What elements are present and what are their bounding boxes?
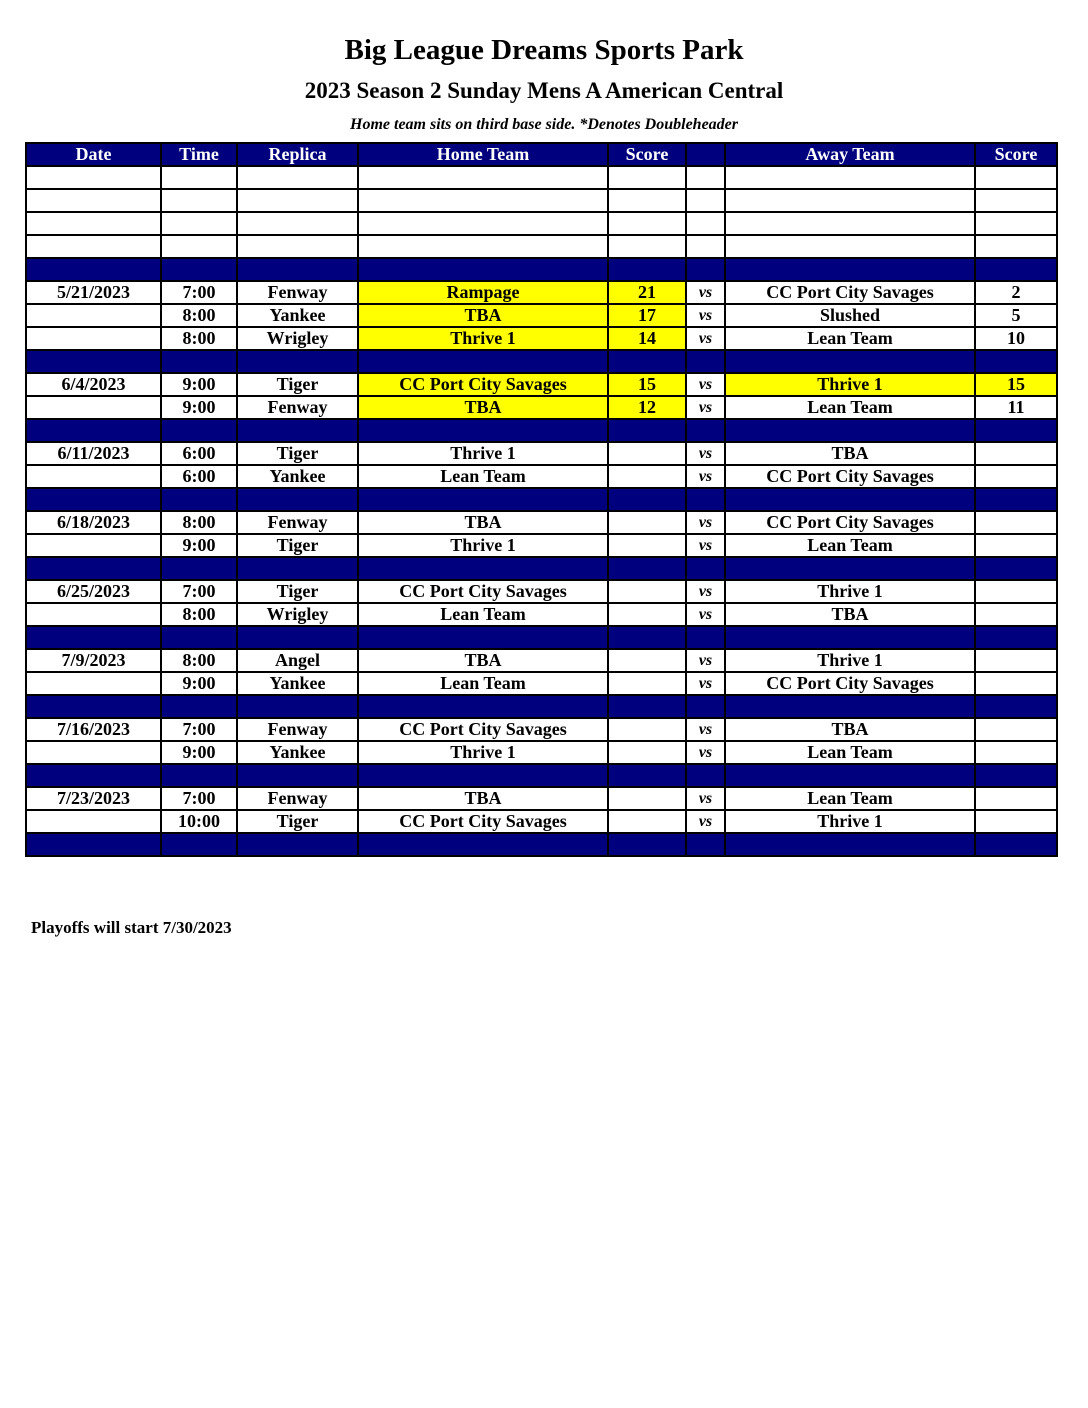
page-title: Big League Dreams Sports Park (344, 34, 744, 66)
separator-cell (608, 626, 686, 649)
separator-cell (725, 833, 975, 856)
home-score (608, 465, 686, 488)
vs-label (686, 189, 725, 212)
separator-cell (608, 764, 686, 787)
game-time: 8:00 (161, 603, 237, 626)
separator-cell (975, 695, 1057, 718)
game-time: 8:00 (161, 649, 237, 672)
vs-label (686, 212, 725, 235)
away-score (975, 741, 1057, 764)
home-team: CC Port City Savages (358, 373, 608, 396)
vs-label: vs (686, 718, 725, 741)
col-header-replica: Replica (237, 143, 358, 166)
home-team: Thrive 1 (358, 534, 608, 557)
home-team (358, 212, 608, 235)
separator-cell (725, 695, 975, 718)
separator-cell (161, 626, 237, 649)
separator-cell (358, 258, 608, 281)
game-row (26, 787, 1057, 810)
vs-label: vs (686, 787, 725, 810)
separator-cell (26, 419, 161, 442)
separator-cell (975, 258, 1057, 281)
game-time: 10:00 (161, 810, 237, 833)
separator-cell (161, 764, 237, 787)
away-score (975, 511, 1057, 534)
game-date (26, 235, 161, 258)
home-team: TBA (358, 649, 608, 672)
replica-field (237, 235, 358, 258)
separator-cell (725, 258, 975, 281)
vs-label: vs (686, 373, 725, 396)
game-row (26, 718, 1057, 741)
separator-row (26, 258, 1057, 281)
game-time: 8:00 (161, 304, 237, 327)
home-team: Rampage (358, 281, 608, 304)
away-score: 11 (975, 396, 1057, 419)
replica-field: Fenway (237, 718, 358, 741)
home-score (608, 212, 686, 235)
replica-field: Yankee (237, 672, 358, 695)
separator-cell (975, 350, 1057, 373)
home-team: CC Port City Savages (358, 718, 608, 741)
vs-label (686, 166, 725, 189)
home-team: Thrive 1 (358, 741, 608, 764)
separator-row (26, 695, 1057, 718)
game-time: 9:00 (161, 534, 237, 557)
home-score (608, 672, 686, 695)
game-date: 6/25/2023 (26, 580, 161, 603)
game-date (26, 603, 161, 626)
playoffs-note: Playoffs will start 7/30/2023 (31, 918, 232, 937)
game-time (161, 212, 237, 235)
game-row (26, 649, 1057, 672)
vs-label: vs (686, 649, 725, 672)
separator-cell (26, 695, 161, 718)
home-team (358, 235, 608, 258)
separator-row (26, 488, 1057, 511)
away-score (975, 534, 1057, 557)
col-header-home-team: Home Team (358, 143, 608, 166)
vs-label: vs (686, 810, 725, 833)
game-date: 7/23/2023 (26, 787, 161, 810)
replica-field: Yankee (237, 465, 358, 488)
header-row (26, 143, 1057, 166)
home-team: CC Port City Savages (358, 580, 608, 603)
separator-cell (358, 695, 608, 718)
away-score (975, 787, 1057, 810)
game-date: 7/16/2023 (26, 718, 161, 741)
replica-field: Yankee (237, 304, 358, 327)
home-score (608, 787, 686, 810)
separator-cell (725, 626, 975, 649)
home-team: TBA (358, 304, 608, 327)
separator-cell (975, 833, 1057, 856)
away-team (725, 235, 975, 258)
separator-cell (975, 626, 1057, 649)
separator-cell (686, 258, 725, 281)
away-team (725, 212, 975, 235)
game-time: 7:00 (161, 580, 237, 603)
game-time: 8:00 (161, 511, 237, 534)
separator-cell (237, 419, 358, 442)
game-row (26, 166, 1057, 189)
replica-field: Angel (237, 649, 358, 672)
replica-field: Fenway (237, 511, 358, 534)
away-team: Thrive 1 (725, 810, 975, 833)
home-team: TBA (358, 396, 608, 419)
home-team: Thrive 1 (358, 442, 608, 465)
game-row (26, 580, 1057, 603)
away-score (975, 166, 1057, 189)
vs-label: vs (686, 304, 725, 327)
separator-cell (237, 557, 358, 580)
separator-cell (686, 350, 725, 373)
vs-label: vs (686, 396, 725, 419)
game-row (26, 396, 1057, 419)
game-date: 6/11/2023 (26, 442, 161, 465)
home-score (608, 718, 686, 741)
replica-field (237, 189, 358, 212)
away-team: CC Port City Savages (725, 511, 975, 534)
away-team: Lean Team (725, 741, 975, 764)
vs-label: vs (686, 442, 725, 465)
home-team: TBA (358, 787, 608, 810)
replica-field: Tiger (237, 580, 358, 603)
away-score: 15 (975, 373, 1057, 396)
separator-cell (358, 419, 608, 442)
away-score (975, 603, 1057, 626)
separator-cell (237, 488, 358, 511)
separator-cell (161, 833, 237, 856)
away-score: 2 (975, 281, 1057, 304)
away-team: TBA (725, 718, 975, 741)
separator-cell (358, 764, 608, 787)
separator-cell (725, 419, 975, 442)
game-date: 6/4/2023 (26, 373, 161, 396)
away-team (725, 166, 975, 189)
home-team: Thrive 1 (358, 327, 608, 350)
game-date (26, 396, 161, 419)
separator-cell (26, 258, 161, 281)
separator-cell (686, 764, 725, 787)
separator-cell (975, 419, 1057, 442)
separator-cell (237, 833, 358, 856)
separator-cell (975, 764, 1057, 787)
game-time: 9:00 (161, 741, 237, 764)
separator-cell (725, 350, 975, 373)
separator-row (26, 626, 1057, 649)
separator-cell (608, 350, 686, 373)
game-time: 9:00 (161, 396, 237, 419)
replica-field: Wrigley (237, 603, 358, 626)
separator-cell (237, 258, 358, 281)
away-team: Thrive 1 (725, 373, 975, 396)
schedule-body (26, 166, 1057, 856)
separator-cell (161, 488, 237, 511)
home-score (608, 649, 686, 672)
separator-cell (26, 626, 161, 649)
game-date (26, 166, 161, 189)
separator-cell (686, 833, 725, 856)
game-row (26, 235, 1057, 258)
home-score: 12 (608, 396, 686, 419)
home-score: 21 (608, 281, 686, 304)
separator-cell (358, 488, 608, 511)
separator-cell (975, 557, 1057, 580)
game-date: 6/18/2023 (26, 511, 161, 534)
game-row (26, 534, 1057, 557)
game-time: 6:00 (161, 442, 237, 465)
away-score (975, 465, 1057, 488)
home-score (608, 603, 686, 626)
away-team: CC Port City Savages (725, 672, 975, 695)
page-subtitle: 2023 Season 2 Sunday Mens A American Central (304, 78, 784, 103)
separator-cell (237, 626, 358, 649)
separator-cell (358, 626, 608, 649)
separator-cell (608, 488, 686, 511)
home-score (608, 442, 686, 465)
game-time: 6:00 (161, 465, 237, 488)
separator-cell (237, 764, 358, 787)
away-team: Lean Team (725, 534, 975, 557)
home-team (358, 166, 608, 189)
away-team: Lean Team (725, 327, 975, 350)
separator-cell (237, 695, 358, 718)
away-team: TBA (725, 603, 975, 626)
separator-cell (725, 488, 975, 511)
vs-label: vs (686, 580, 725, 603)
game-date: 7/9/2023 (26, 649, 161, 672)
replica-field: Tiger (237, 442, 358, 465)
col-header-date: Date (26, 143, 161, 166)
home-team: Lean Team (358, 465, 608, 488)
home-score (608, 235, 686, 258)
vs-label: vs (686, 603, 725, 626)
col-header-home-score: Score (608, 143, 686, 166)
col-header-away-team: Away Team (725, 143, 975, 166)
away-score (975, 235, 1057, 258)
separator-cell (608, 557, 686, 580)
home-team (358, 189, 608, 212)
separator-row (26, 833, 1057, 856)
separator-cell (26, 764, 161, 787)
game-date (26, 189, 161, 212)
game-row (26, 189, 1057, 212)
separator-cell (608, 419, 686, 442)
replica-field: Tiger (237, 534, 358, 557)
vs-label: vs (686, 327, 725, 350)
vs-label: vs (686, 534, 725, 557)
separator-cell (358, 833, 608, 856)
separator-cell (161, 695, 237, 718)
home-score (608, 580, 686, 603)
game-date (26, 212, 161, 235)
home-score (608, 189, 686, 212)
home-score (608, 741, 686, 764)
separator-cell (161, 350, 237, 373)
separator-cell (975, 488, 1057, 511)
game-date (26, 672, 161, 695)
separator-cell (161, 419, 237, 442)
col-header-vs (686, 143, 725, 166)
schedule-table (25, 142, 1058, 857)
game-time (161, 166, 237, 189)
away-team: Slushed (725, 304, 975, 327)
away-team: CC Port City Savages (725, 465, 975, 488)
game-row (26, 465, 1057, 488)
game-time: 7:00 (161, 281, 237, 304)
game-time: 9:00 (161, 373, 237, 396)
away-team: Lean Team (725, 396, 975, 419)
home-score: 17 (608, 304, 686, 327)
separator-cell (608, 695, 686, 718)
separator-cell (686, 557, 725, 580)
away-score (975, 580, 1057, 603)
home-score: 14 (608, 327, 686, 350)
replica-field: Fenway (237, 787, 358, 810)
away-score (975, 212, 1057, 235)
away-score (975, 672, 1057, 695)
game-time (161, 235, 237, 258)
separator-cell (26, 833, 161, 856)
game-row (26, 741, 1057, 764)
game-row (26, 304, 1057, 327)
away-team: Thrive 1 (725, 649, 975, 672)
away-team: TBA (725, 442, 975, 465)
separator-cell (358, 557, 608, 580)
replica-field (237, 166, 358, 189)
game-row (26, 603, 1057, 626)
away-score: 10 (975, 327, 1057, 350)
game-date (26, 534, 161, 557)
vs-label: vs (686, 741, 725, 764)
game-time: 7:00 (161, 718, 237, 741)
vs-label (686, 235, 725, 258)
col-header-time: Time (161, 143, 237, 166)
vs-label: vs (686, 465, 725, 488)
separator-row (26, 764, 1057, 787)
replica-field: Fenway (237, 281, 358, 304)
home-team: TBA (358, 511, 608, 534)
separator-cell (686, 626, 725, 649)
game-row (26, 212, 1057, 235)
home-team: Lean Team (358, 672, 608, 695)
game-row (26, 442, 1057, 465)
game-date (26, 810, 161, 833)
away-score (975, 649, 1057, 672)
separator-cell (26, 557, 161, 580)
col-header-away-score: Score (975, 143, 1057, 166)
separator-row (26, 557, 1057, 580)
separator-cell (358, 350, 608, 373)
replica-field: Wrigley (237, 327, 358, 350)
game-date (26, 465, 161, 488)
separator-cell (161, 557, 237, 580)
home-score: 15 (608, 373, 686, 396)
away-team: CC Port City Savages (725, 281, 975, 304)
vs-label: vs (686, 281, 725, 304)
away-score (975, 810, 1057, 833)
separator-cell (26, 350, 161, 373)
vs-label: vs (686, 511, 725, 534)
separator-cell (725, 764, 975, 787)
separator-cell (686, 695, 725, 718)
game-row (26, 672, 1057, 695)
separator-cell (26, 488, 161, 511)
separator-cell (237, 350, 358, 373)
game-date: 5/21/2023 (26, 281, 161, 304)
home-score (608, 534, 686, 557)
home-score (608, 810, 686, 833)
away-team (725, 189, 975, 212)
game-time: 8:00 (161, 327, 237, 350)
home-team: CC Port City Savages (358, 810, 608, 833)
separator-row (26, 350, 1057, 373)
replica-field: Tiger (237, 373, 358, 396)
replica-field: Fenway (237, 396, 358, 419)
separator-cell (161, 258, 237, 281)
game-row (26, 810, 1057, 833)
away-score (975, 189, 1057, 212)
game-date (26, 304, 161, 327)
separator-cell (725, 557, 975, 580)
game-row (26, 511, 1057, 534)
vs-label: vs (686, 672, 725, 695)
away-team: Lean Team (725, 787, 975, 810)
home-score (608, 511, 686, 534)
game-row (26, 281, 1057, 304)
away-score (975, 442, 1057, 465)
separator-cell (608, 833, 686, 856)
game-time (161, 189, 237, 212)
separator-cell (608, 258, 686, 281)
away-score: 5 (975, 304, 1057, 327)
replica-field: Tiger (237, 810, 358, 833)
away-score (975, 718, 1057, 741)
game-date (26, 327, 161, 350)
separator-cell (686, 488, 725, 511)
game-row (26, 373, 1057, 396)
game-time: 7:00 (161, 787, 237, 810)
away-team: Thrive 1 (725, 580, 975, 603)
home-score (608, 166, 686, 189)
separator-cell (686, 419, 725, 442)
separator-row (26, 419, 1057, 442)
game-row (26, 327, 1057, 350)
replica-field: Yankee (237, 741, 358, 764)
replica-field (237, 212, 358, 235)
home-team: Lean Team (358, 603, 608, 626)
doubleheader-note: Home team sits on third base side. *Denotes Doubleheader (350, 116, 738, 133)
game-time: 9:00 (161, 672, 237, 695)
game-date (26, 741, 161, 764)
